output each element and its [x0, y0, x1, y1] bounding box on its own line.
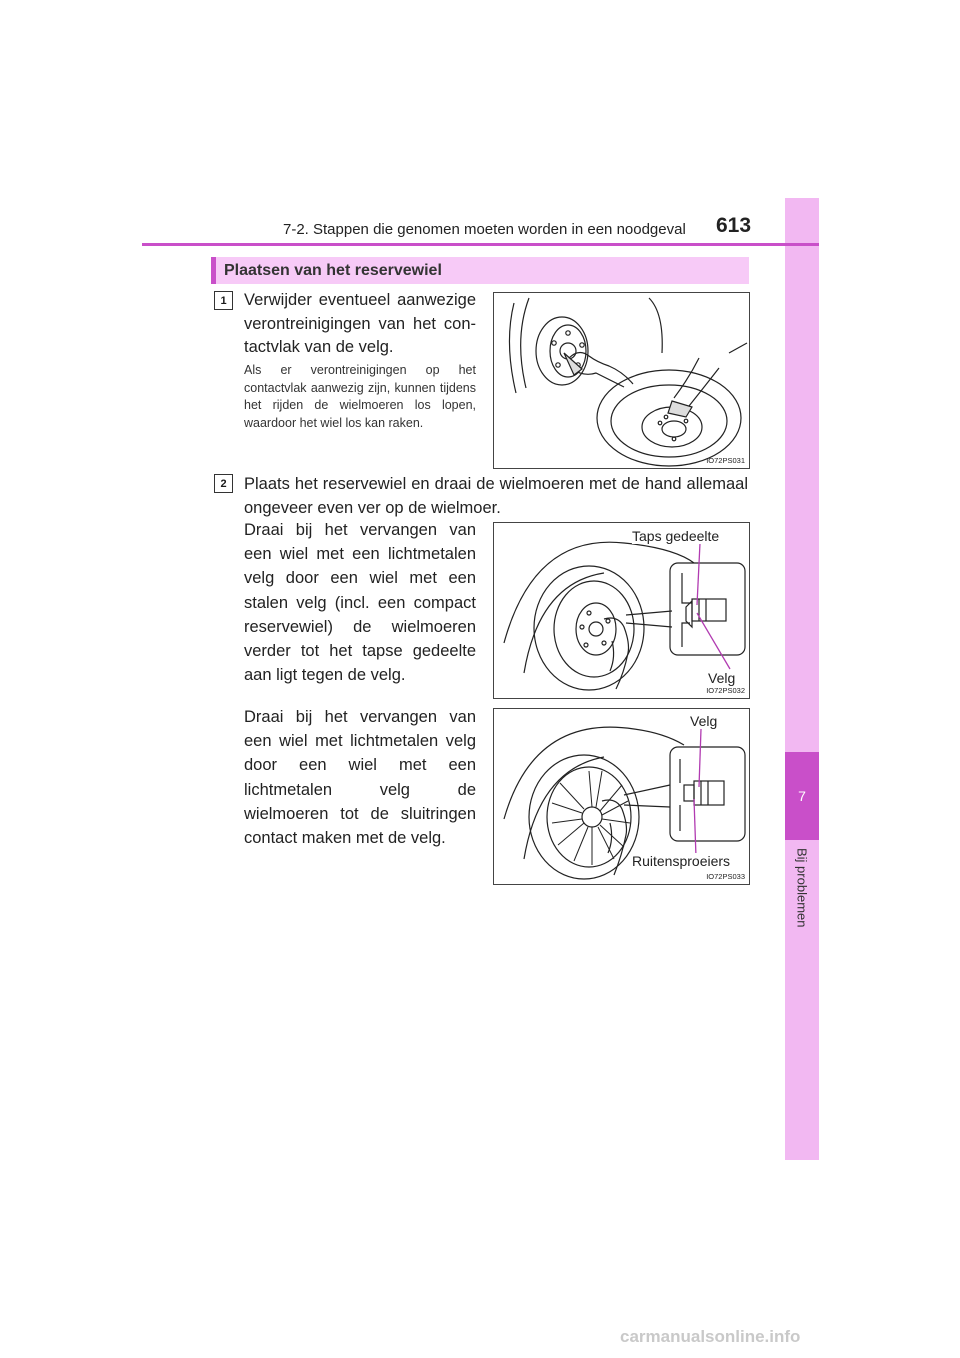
- step-2a-text: Draai bij het vervangen van een wiel met een lichtmetalen velg door een wiel met een stalen velg (incl. een compact reservewiel) de wielmoeren verder tot het tapse gedeelte aan ligt tegen de velg.: [244, 521, 476, 685]
- callout-washers: Ruitensproeiers: [632, 853, 731, 869]
- running-header-section: 7-2. Stappen die genomen moeten worden in een noodgeval: [283, 221, 686, 238]
- step-1-note: Als er verontreinigingen op het contactvlak aanwezig zijn, kunnen tijdens het rijden de wielmoeren los lopen, waardoor het wiel los kan raken.: [244, 363, 476, 430]
- chapter-title-vertical: Bij problemen: [794, 848, 810, 928]
- section-heading: Plaatsen van het reservewiel: [224, 262, 442, 279]
- figure-code-3: IO72PS033: [706, 872, 745, 881]
- callout-tapered-part: Taps gedeelte: [632, 528, 720, 544]
- chapter-number-badge: 7: [785, 752, 819, 840]
- figure-alloy-wheel-nut: [493, 708, 750, 885]
- step-1-text: Verwijder eventueel aanwezige verontreinigingen van het contactvlak van de velg.: [244, 291, 476, 356]
- figure-steel-wheel-nut: [493, 522, 750, 699]
- callout-rim-2: Velg: [690, 713, 718, 729]
- callout-rim-1: Velg: [708, 670, 736, 686]
- step-number-1: 1: [214, 291, 233, 310]
- figure-code-2: IO72PS032: [706, 686, 745, 695]
- header-divider: [142, 243, 819, 246]
- figure-code-1: IO72PS031: [706, 456, 745, 465]
- footer-watermark: carmanualsonline.info: [620, 1327, 801, 1346]
- step-2b-text: Draai bij het vervangen van een wiel met lichtmetalen velg door een wiel met een lichtmetalen velg de wielmoeren tot de sluitringen contact maken met de velg.: [244, 708, 476, 848]
- page-number: 613: [716, 214, 752, 237]
- step-number-2: 2: [214, 474, 233, 493]
- illustration-cleaning-hub-and-wheel: [494, 293, 749, 468]
- figure-clean-rim: [493, 292, 750, 469]
- step-2-text: Plaats het reservewiel en draai de wielmoeren met de hand allemaal ongeveer even ver op de wielmoer.: [244, 475, 748, 517]
- chapter-side-tab: [785, 198, 819, 1160]
